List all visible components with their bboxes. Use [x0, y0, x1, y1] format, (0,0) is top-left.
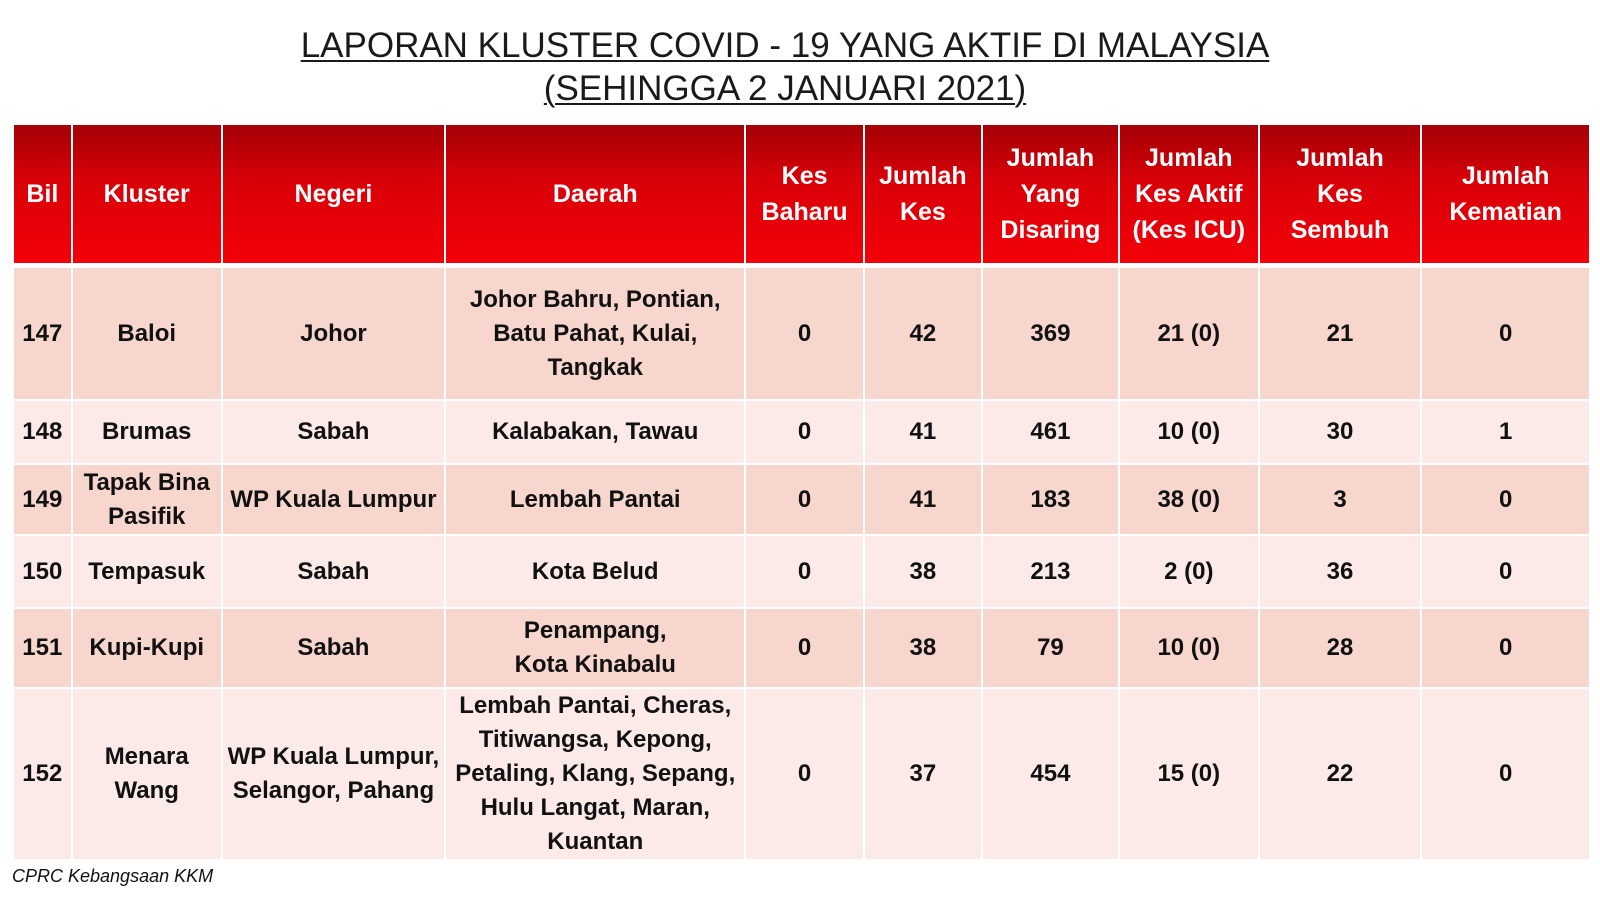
table-row: [14, 536, 1589, 609]
cell-negeri: Sabah: [223, 609, 446, 689]
cell-kes-sembuh: 22: [1260, 689, 1423, 861]
cell-bil: 149: [14, 465, 73, 536]
header-kematian: Jumlah Kematian: [1422, 125, 1589, 268]
cell-jumlah-kes: 41: [865, 465, 983, 536]
cell-daerah: Kalabakan, Tawau: [446, 401, 746, 465]
cell-negeri: WP Kuala Lumpur, Selangor, Pahang: [223, 689, 446, 861]
table-row: [14, 465, 1589, 536]
header-kes-aktif: Jumlah Kes Aktif (Kes ICU): [1120, 125, 1260, 268]
cell-daerah: Kota Belud: [446, 536, 746, 609]
header-negeri: Negeri: [223, 125, 446, 268]
cell-kluster: Tapak Bina Pasifik: [73, 465, 223, 536]
header-jumlah-disaring: Jumlah Yang Disaring: [983, 125, 1120, 268]
cell-bil: 151: [14, 609, 73, 689]
cell-kematian: 0: [1422, 609, 1589, 689]
cell-jumlah-kes: 38: [865, 536, 983, 609]
header-kes-sembuh: Jumlah Kes Sembuh: [1260, 125, 1423, 268]
cell-kes-sembuh: 3: [1260, 465, 1423, 536]
cell-jumlah-disaring: 461: [983, 401, 1120, 465]
title-line-1: LAPORAN KLUSTER COVID - 19 YANG AKTIF DI MALAYSIA: [300, 26, 1270, 65]
cell-kes-baharu: 0: [746, 465, 864, 536]
cell-kes-baharu: 0: [746, 609, 864, 689]
cell-bil: 150: [14, 536, 73, 609]
cell-bil: 147: [14, 268, 73, 401]
cell-kluster: Menara Wang: [73, 689, 223, 861]
cell-negeri: Sabah: [223, 536, 446, 609]
cell-kematian: 1: [1422, 401, 1589, 465]
report-title: [0, 24, 1570, 110]
table-row: [14, 689, 1589, 861]
cell-kes-sembuh: 28: [1260, 609, 1423, 689]
cell-jumlah-kes: 41: [865, 401, 983, 465]
cell-kluster: Tempasuk: [73, 536, 223, 609]
cell-negeri: Sabah: [223, 401, 446, 465]
cell-kes-sembuh: 30: [1260, 401, 1423, 465]
header-jumlah-kes: Jumlah Kes: [865, 125, 983, 268]
header-bil: Bil: [14, 125, 73, 268]
cell-daerah: Lembah Pantai, Cheras, Titiwangsa, Kepong, Petaling, Klang, Sepang, Hulu Langat, Maran, Kuantan: [446, 689, 746, 861]
cell-kluster: Kupi-Kupi: [73, 609, 223, 689]
cell-daerah: Johor Bahru, Pontian, Batu Pahat, Kulai, Tangkak: [446, 268, 746, 401]
table-row: [14, 401, 1589, 465]
cell-kes-baharu: 0: [746, 268, 864, 401]
cell-kes-aktif: 10 (0): [1120, 401, 1260, 465]
cell-kes-aktif: 10 (0): [1120, 609, 1260, 689]
cell-negeri: Johor: [223, 268, 446, 401]
cell-jumlah-disaring: 183: [983, 465, 1120, 536]
cell-kes-sembuh: 36: [1260, 536, 1423, 609]
cell-bil: 152: [14, 689, 73, 861]
cell-kes-aktif: 21 (0): [1120, 268, 1260, 401]
cell-jumlah-disaring: 369: [983, 268, 1120, 401]
cell-kematian: 0: [1422, 689, 1589, 861]
cell-kes-baharu: 0: [746, 401, 864, 465]
cell-bil: 148: [14, 401, 73, 465]
cell-daerah: Penampang, Kota Kinabalu: [446, 609, 746, 689]
cell-negeri: WP Kuala Lumpur: [223, 465, 446, 536]
cell-kes-baharu: 0: [746, 689, 864, 861]
cell-jumlah-kes: 42: [865, 268, 983, 401]
cell-kluster: Brumas: [73, 401, 223, 465]
cell-jumlah-kes: 37: [865, 689, 983, 861]
cell-daerah: Lembah Pantai: [446, 465, 746, 536]
cell-kematian: 0: [1422, 465, 1589, 536]
cell-kematian: 0: [1422, 536, 1589, 609]
title-line-2: (SEHINGGA 2 JANUARI 2021): [543, 69, 1027, 108]
cell-kes-baharu: 0: [746, 536, 864, 609]
cell-jumlah-disaring: 79: [983, 609, 1120, 689]
header-daerah: Daerah: [446, 125, 746, 268]
cell-kes-aktif: 2 (0): [1120, 536, 1260, 609]
cluster-table: [14, 125, 1589, 861]
source-note: CPRC Kebangsaan KKM: [12, 866, 214, 886]
cell-kematian: 0: [1422, 268, 1589, 401]
header-row: [14, 125, 1589, 268]
table-row: [14, 609, 1589, 689]
cell-jumlah-disaring: 454: [983, 689, 1120, 861]
table-row: [14, 268, 1589, 401]
header-kes-baharu: Kes Baharu: [746, 125, 864, 268]
cell-jumlah-kes: 38: [865, 609, 983, 689]
cell-kluster: Baloi: [73, 268, 223, 401]
cell-kes-aktif: 15 (0): [1120, 689, 1260, 861]
cell-kes-sembuh: 21: [1260, 268, 1423, 401]
cell-jumlah-disaring: 213: [983, 536, 1120, 609]
cell-kes-aktif: 38 (0): [1120, 465, 1260, 536]
header-kluster: Kluster: [73, 125, 223, 268]
